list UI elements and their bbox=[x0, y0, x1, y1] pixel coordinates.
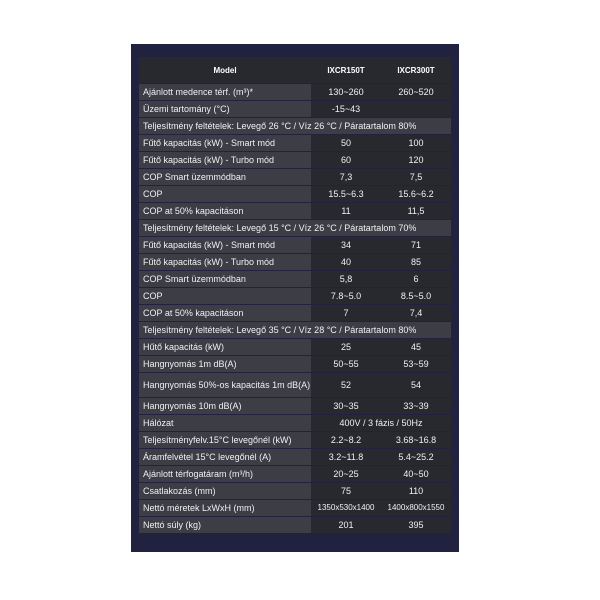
section-row bbox=[139, 118, 451, 135]
value-ixcr150t: 201 bbox=[311, 517, 381, 534]
value-ixcr300t: 6 bbox=[381, 271, 451, 288]
row-label: Teljesítményfelv.15°C levegőnél (kW) bbox=[139, 432, 311, 449]
value-ixcr150t: 25 bbox=[311, 339, 381, 356]
row-label: Fűtő kapacitás (kW) - Smart mód bbox=[139, 135, 311, 152]
row-label: COP Smart üzemmódban bbox=[139, 169, 311, 186]
value-ixcr300t: 85 bbox=[381, 254, 451, 271]
row-label: Hálózat bbox=[139, 415, 311, 432]
section-row bbox=[139, 220, 451, 237]
table-row bbox=[139, 237, 451, 254]
row-label: Áramfelvétel 15°C levegőnél (A) bbox=[139, 449, 311, 466]
value-ixcr150t: 15.5~6.3 bbox=[311, 186, 381, 203]
value-ixcr150t: 50 bbox=[311, 135, 381, 152]
row-label: COP at 50% kapacitáson bbox=[139, 203, 311, 220]
row-label: Hangnyomás 10m dB(A) bbox=[139, 398, 311, 415]
value-ixcr300t bbox=[381, 101, 451, 118]
value-ixcr300t: 54 bbox=[381, 373, 451, 398]
table-row bbox=[139, 356, 451, 373]
value-ixcr150t: 34 bbox=[311, 237, 381, 254]
header-ixcr300t: IXCR300T bbox=[381, 57, 451, 84]
value-ixcr150t: 1350x530x1400 bbox=[311, 500, 381, 517]
value-ixcr300t: 71 bbox=[381, 237, 451, 254]
value-ixcr300t: 11,5 bbox=[381, 203, 451, 220]
table-row bbox=[139, 152, 451, 169]
row-label: Ajánlott térfogatáram (m³/h) bbox=[139, 466, 311, 483]
row-label: Ajánlott medence térf. (m³)* bbox=[139, 84, 311, 101]
table-row bbox=[139, 500, 451, 517]
value-ixcr150t: 2.2~8.2 bbox=[311, 432, 381, 449]
value-ixcr150t: 130~260 bbox=[311, 84, 381, 101]
table-row bbox=[139, 517, 451, 534]
value-ixcr300t: 15.6~6.2 bbox=[381, 186, 451, 203]
row-label: COP bbox=[139, 288, 311, 305]
table-row bbox=[139, 101, 451, 118]
row-label: Hűtő kapacitás (kW) bbox=[139, 339, 311, 356]
table-row bbox=[139, 271, 451, 288]
table-row bbox=[139, 305, 451, 322]
table-row bbox=[139, 169, 451, 186]
value-ixcr300t: 100 bbox=[381, 135, 451, 152]
value-ixcr300t: 1400x800x1550 bbox=[381, 500, 451, 517]
value-ixcr150t: 60 bbox=[311, 152, 381, 169]
row-label: Nettó súly (kg) bbox=[139, 517, 311, 534]
value-ixcr300t: 260~520 bbox=[381, 84, 451, 101]
value-ixcr300t: 7,4 bbox=[381, 305, 451, 322]
value-ixcr300t: 395 bbox=[381, 517, 451, 534]
value-ixcr150t: 11 bbox=[311, 203, 381, 220]
table-row bbox=[139, 466, 451, 483]
table-row bbox=[139, 398, 451, 415]
value-ixcr300t: 33~39 bbox=[381, 398, 451, 415]
value-ixcr150t: 7,3 bbox=[311, 169, 381, 186]
value-ixcr150t: 7.8~5.0 bbox=[311, 288, 381, 305]
table-row bbox=[139, 483, 451, 500]
table-row bbox=[139, 432, 451, 449]
table-row bbox=[139, 203, 451, 220]
table-row bbox=[139, 254, 451, 271]
value-ixcr300t: 5.4~25.2 bbox=[381, 449, 451, 466]
value-ixcr150t: 40 bbox=[311, 254, 381, 271]
table-row bbox=[139, 449, 451, 466]
section-label: Teljesítmény feltételek: Levegő 35 °C / Víz 28 °C / Páratartalom 80% bbox=[139, 322, 451, 339]
row-label: Üzemi tartomány (°C) bbox=[139, 101, 311, 118]
value-ixcr150t: 3.2~11.8 bbox=[311, 449, 381, 466]
section-row bbox=[139, 322, 451, 339]
value-ixcr150t: 75 bbox=[311, 483, 381, 500]
value-ixcr300t: 8.5~5.0 bbox=[381, 288, 451, 305]
value-ixcr150t: 400V / 3 fázis / 50Hz bbox=[311, 415, 451, 432]
header-model: Model bbox=[139, 57, 311, 84]
row-label: COP at 50% kapacitáson bbox=[139, 305, 311, 322]
value-ixcr150t: 7 bbox=[311, 305, 381, 322]
table-row bbox=[139, 186, 451, 203]
value-ixcr300t: 120 bbox=[381, 152, 451, 169]
value-ixcr150t: -15~43 bbox=[311, 101, 381, 118]
row-label: Nettó méretek LxWxH (mm) bbox=[139, 500, 311, 517]
row-label: Hangnyomás 50%-os kapacitás 1m dB(A) bbox=[139, 373, 311, 398]
spec-panel bbox=[131, 44, 459, 552]
value-ixcr150t: 30~35 bbox=[311, 398, 381, 415]
table-row bbox=[139, 339, 451, 356]
row-label: COP bbox=[139, 186, 311, 203]
table-row bbox=[139, 288, 451, 305]
row-label: Fűtő kapacitás (kW) - Turbo mód bbox=[139, 254, 311, 271]
row-label: Csatlakozás (mm) bbox=[139, 483, 311, 500]
table-row bbox=[139, 373, 451, 398]
value-ixcr300t: 45 bbox=[381, 339, 451, 356]
spec-table bbox=[139, 57, 451, 534]
table-row bbox=[139, 415, 451, 432]
value-ixcr300t: 110 bbox=[381, 483, 451, 500]
value-ixcr300t: 53~59 bbox=[381, 356, 451, 373]
row-label: Hangnyomás 1m dB(A) bbox=[139, 356, 311, 373]
header-row bbox=[139, 57, 451, 84]
value-ixcr150t: 5,8 bbox=[311, 271, 381, 288]
section-label: Teljesítmény feltételek: Levegő 26 °C / Víz 26 °C / Páratartalom 80% bbox=[139, 118, 451, 135]
value-ixcr150t: 20~25 bbox=[311, 466, 381, 483]
value-ixcr150t: 50~55 bbox=[311, 356, 381, 373]
value-ixcr300t: 40~50 bbox=[381, 466, 451, 483]
row-label: Fűtő kapacitás (kW) - Turbo mód bbox=[139, 152, 311, 169]
table-row bbox=[139, 84, 451, 101]
value-ixcr300t: 3.68~16.8 bbox=[381, 432, 451, 449]
value-ixcr300t: 7,5 bbox=[381, 169, 451, 186]
value-ixcr150t: 52 bbox=[311, 373, 381, 398]
row-label: Fűtő kapacitás (kW) - Smart mód bbox=[139, 237, 311, 254]
table-row bbox=[139, 135, 451, 152]
row-label: COP Smart üzemmódban bbox=[139, 271, 311, 288]
section-label: Teljesítmény feltételek: Levegő 15 °C / Víz 26 °C / Páratartalom 70% bbox=[139, 220, 451, 237]
header-ixcr150t: IXCR150T bbox=[311, 57, 381, 84]
